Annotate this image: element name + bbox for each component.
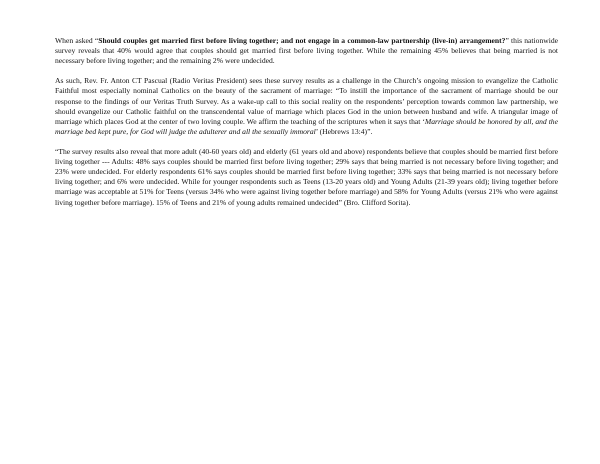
- document-page: [55, 36, 558, 218]
- paragraph-1-body: ” this nationwide survey reveals that 40% would agree that couples should get married first before living together. While the remaining 45% believes that being married is not necessary before living together; and the remaining 2% were undecided.: [55, 36, 558, 66]
- paragraph-survey-question: [55, 36, 558, 66]
- paragraph-2-tail: ’ (Hebrews 13:4)”.: [315, 126, 373, 136]
- paragraph-church-response: [55, 76, 558, 137]
- scripture-quote-italic: Marriage should be honored by all, and the marriage bed kept pure, for God will judge the adulterer and all the sexually immoral: [55, 116, 558, 136]
- paragraph-3-body: “The survey results also reveal that more adult (40-60 years old) and elderly (61 years old and above) respondents believe that couples should be married first before living together --- Adults: 48% says couples should be married first before living together; 29% says that being married is not necessary before living together; and 23% were undecided. For elderly respondents 61% says couples should be married first before living together; 33% says that being married is not necessary before living together; and 6% were undecided. While for younger respondents such as Teens (13-20 years old) and Young Adults (21-39 years old); living together before marriage was acceptable at 51% for Teens (versus 34% who were against living together before marriage) and 58% for Young Adults (versus 21% who were against living together before marriage). 15% of Teens and 21% of young adults remained undecided” (Bro. Clifford Sorita).: [55, 147, 558, 207]
- paragraph-age-group-results: [55, 147, 558, 208]
- paragraph-1-lead: When asked “: [55, 36, 99, 45]
- survey-question-bold: Should couples get married first before living together; and not engage in a common-law partnership (live-in) arrangement?: [98, 36, 506, 45]
- paragraph-2-body: As such, Rev. Fr. Anton CT Pascual (Radio Veritas President) sees these survey results as a challenge in the Church’s ongoing mission to evangelize the Catholic Faithful most especially nominal Catholics on the beauty of the sacrament of marriage: “To instill the importance of the sacrament of marriage should be our response to the findings of our Veritas Truth Survey. As a wake-up call to this social reality on the respondents’ perception towards common law partnership, we should evangelize our Catholic faithful on the transcendental value of marriage which places God in the union between husband and wife. A triangular image of marriage which places God at the center of two loving couple. We affirm the teaching of the scriptures when it says that ‘: [55, 76, 558, 126]
